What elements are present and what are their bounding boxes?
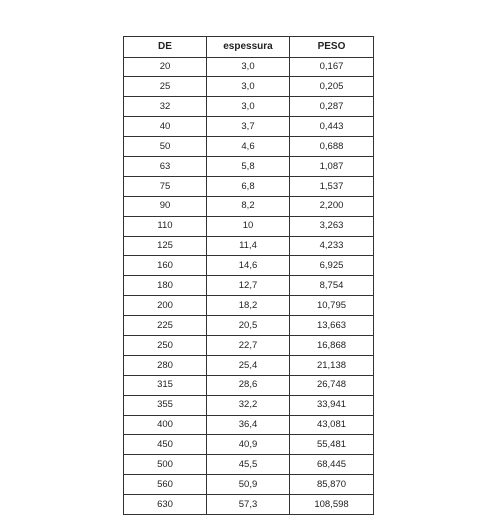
- table-row: [124, 117, 374, 137]
- cell-espessura: 10: [207, 216, 290, 236]
- table-row: [124, 196, 374, 216]
- cell-peso: 8,754: [290, 276, 374, 296]
- cell-peso: 0,205: [290, 77, 374, 97]
- pipe-spec-table: [123, 36, 374, 515]
- cell-de: 110: [124, 216, 207, 236]
- table-row: [124, 435, 374, 455]
- cell-espessura: 45,5: [207, 455, 290, 475]
- cell-peso: 0,287: [290, 97, 374, 117]
- cell-espessura: 5,8: [207, 156, 290, 176]
- cell-peso: 43,081: [290, 415, 374, 435]
- cell-peso: 68,445: [290, 455, 374, 475]
- header-row: [124, 37, 374, 58]
- cell-de: 75: [124, 176, 207, 196]
- header-espessura: espessura: [207, 37, 290, 58]
- cell-peso: 0,688: [290, 137, 374, 157]
- cell-de: 32: [124, 97, 207, 117]
- cell-espessura: 3,0: [207, 77, 290, 97]
- cell-de: 40: [124, 117, 207, 137]
- cell-de: 400: [124, 415, 207, 435]
- cell-de: 560: [124, 475, 207, 495]
- table-row: [124, 395, 374, 415]
- cell-de: 50: [124, 137, 207, 157]
- cell-peso: 4,233: [290, 236, 374, 256]
- table-row: [124, 375, 374, 395]
- cell-espessura: 28,6: [207, 375, 290, 395]
- cell-espessura: 32,2: [207, 395, 290, 415]
- cell-peso: 3,263: [290, 216, 374, 236]
- cell-espessura: 25,4: [207, 355, 290, 375]
- cell-peso: 1,537: [290, 176, 374, 196]
- header-peso: PESO: [290, 37, 374, 58]
- table-row: [124, 216, 374, 236]
- table-row: [124, 137, 374, 157]
- cell-de: 125: [124, 236, 207, 256]
- cell-de: 450: [124, 435, 207, 455]
- cell-de: 200: [124, 296, 207, 316]
- cell-peso: 10,795: [290, 296, 374, 316]
- cell-de: 225: [124, 316, 207, 336]
- table-header: [124, 37, 374, 58]
- cell-peso: 2,200: [290, 196, 374, 216]
- table-row: [124, 335, 374, 355]
- header-de: DE: [124, 37, 207, 58]
- cell-espessura: 4,6: [207, 137, 290, 157]
- cell-espessura: 3,0: [207, 97, 290, 117]
- cell-peso: 85,870: [290, 475, 374, 495]
- cell-de: 63: [124, 156, 207, 176]
- table-row: [124, 455, 374, 475]
- table-row: [124, 236, 374, 256]
- cell-de: 315: [124, 375, 207, 395]
- cell-espessura: 11,4: [207, 236, 290, 256]
- cell-espessura: 18,2: [207, 296, 290, 316]
- cell-de: 630: [124, 495, 207, 515]
- cell-espessura: 50,9: [207, 475, 290, 495]
- cell-peso: 6,925: [290, 256, 374, 276]
- table-row: [124, 316, 374, 336]
- table-row: [124, 97, 374, 117]
- table-row: [124, 77, 374, 97]
- cell-espessura: 3,7: [207, 117, 290, 137]
- cell-espessura: 6,8: [207, 176, 290, 196]
- cell-espessura: 36,4: [207, 415, 290, 435]
- table-row: [124, 355, 374, 375]
- cell-de: 180: [124, 276, 207, 296]
- cell-de: 20: [124, 57, 207, 77]
- cell-peso: 55,481: [290, 435, 374, 455]
- cell-peso: 21,138: [290, 355, 374, 375]
- table-body: [124, 57, 374, 514]
- cell-espessura: 8,2: [207, 196, 290, 216]
- cell-de: 250: [124, 335, 207, 355]
- cell-de: 280: [124, 355, 207, 375]
- cell-espessura: 22,7: [207, 335, 290, 355]
- cell-peso: 0,443: [290, 117, 374, 137]
- cell-peso: 0,167: [290, 57, 374, 77]
- cell-espessura: 3,0: [207, 57, 290, 77]
- cell-peso: 33,941: [290, 395, 374, 415]
- cell-espessura: 20,5: [207, 316, 290, 336]
- cell-peso: 13,663: [290, 316, 374, 336]
- cell-espessura: 57,3: [207, 495, 290, 515]
- cell-espessura: 40,9: [207, 435, 290, 455]
- cell-peso: 26,748: [290, 375, 374, 395]
- table-row: [124, 495, 374, 515]
- table-row: [124, 415, 374, 435]
- cell-de: 500: [124, 455, 207, 475]
- table-row: [124, 57, 374, 77]
- cell-de: 90: [124, 196, 207, 216]
- cell-peso: 1,087: [290, 156, 374, 176]
- cell-de: 355: [124, 395, 207, 415]
- table-row: [124, 276, 374, 296]
- cell-de: 160: [124, 256, 207, 276]
- table-row: [124, 256, 374, 276]
- cell-peso: 16,868: [290, 335, 374, 355]
- table-row: [124, 176, 374, 196]
- table-row: [124, 475, 374, 495]
- cell-espessura: 12,7: [207, 276, 290, 296]
- table-row: [124, 296, 374, 316]
- cell-peso: 108,598: [290, 495, 374, 515]
- cell-espessura: 14,6: [207, 256, 290, 276]
- cell-de: 25: [124, 77, 207, 97]
- table-row: [124, 156, 374, 176]
